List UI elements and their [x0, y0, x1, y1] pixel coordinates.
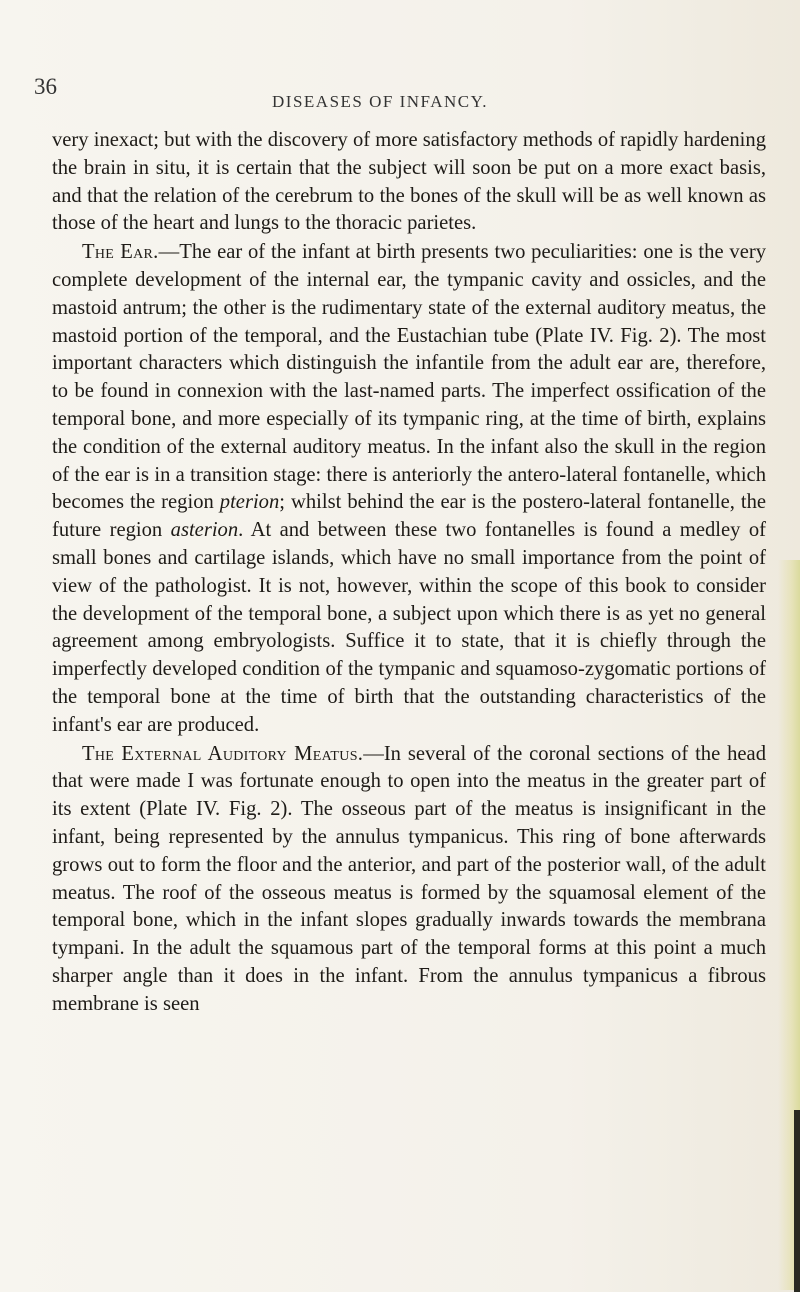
section-heading-external-auditory-meatus: The External Auditory Meatus. [82, 742, 364, 765]
page-number: 36 [34, 74, 57, 99]
section-heading-the-ear: The Ear. [82, 241, 159, 264]
paragraph-external-auditory-meatus [52, 741, 766, 1019]
paragraph-the-ear-text: —The ear of the infant at birth presents two peculiarities: one is the very complete development of the internal ear, the tympanic cavity and ossicles, and the mastoid antrum; the other is the rudimentary state of the external auditory meatus, the mastoid portion of the temporal, and the Eustachian tube (Plate IV. Fig. 2). The most important characters which distinguish the infantile from the adult ear are, therefore, to be found in connexion with the last-named parts. The imperfect ossification of the temporal bone, and more especially of its tympanic ring, at the time of birth, explains the condition of the external auditory meatus. In the infant also the skull in the region of the ear is in a transition stage: there is anteriorly the antero-lateral fontanelle, which becomes the region [52, 241, 766, 514]
running-head: DISEASES OF INFANCY. [272, 92, 488, 111]
page-edge-shadow [794, 1110, 800, 1292]
paragraph-external-auditory-meatus-text: —In several of the coronal sections of the head that were made I was fortunate enough to open into the meatus in the greater part of its extent (Plate IV. Fig. 2). The osseous part of the meatus is insignificant in the infant, being represented by the annulus tympanicus. This ring of bone afterwards grows out to form the floor and the anterior, and part of the posterior wall, of the adult meatus. The roof of the osseous meatus is formed by the squamosal element of the temporal bone, which in the infant slopes gradually inwards towards the membrana tympani. In the adult the squamous part of the temporal forms at this point a much sharper angle than it does in the infant. From the annulus tympanicus a fibrous membrane is seen [52, 742, 766, 1015]
body-text [52, 127, 766, 1019]
paragraph-the-ear-end: . At and between these two fontanelles is found a medley of small bones and cartilage islands, which have no small importance from the point of view of the pathologist. It is not, however, within the scope of this book to consider the development of the temporal bone, a subject upon which there is as yet no general agreement among embryologists. Suffice it to state, that it is chiefly through the imperfectly developed condition of the tympanic and squamoso-zygomatic portions of the temporal bone at the time of birth that the outstanding characteristics of the infant's ear are produced. [52, 519, 766, 736]
term-asterion: asterion [170, 519, 239, 542]
paragraph-brain-hardening: very inexact; but with the discovery of more satisfactory methods of rapidly hardening the brain in situ, it is certain that the subject will soon be put on a more exact basis, and that the relation of the cerebrum to the bones of the skull will be as well known as those of the heart and lungs to the thoracic parietes. [52, 129, 766, 235]
paragraph-the-ear [52, 239, 766, 739]
term-pterion: pterion [219, 491, 280, 514]
paragraph-the-ear-mid: ; whilst behind the ear is the postero-lateral fontanelle, the future region [52, 491, 767, 542]
